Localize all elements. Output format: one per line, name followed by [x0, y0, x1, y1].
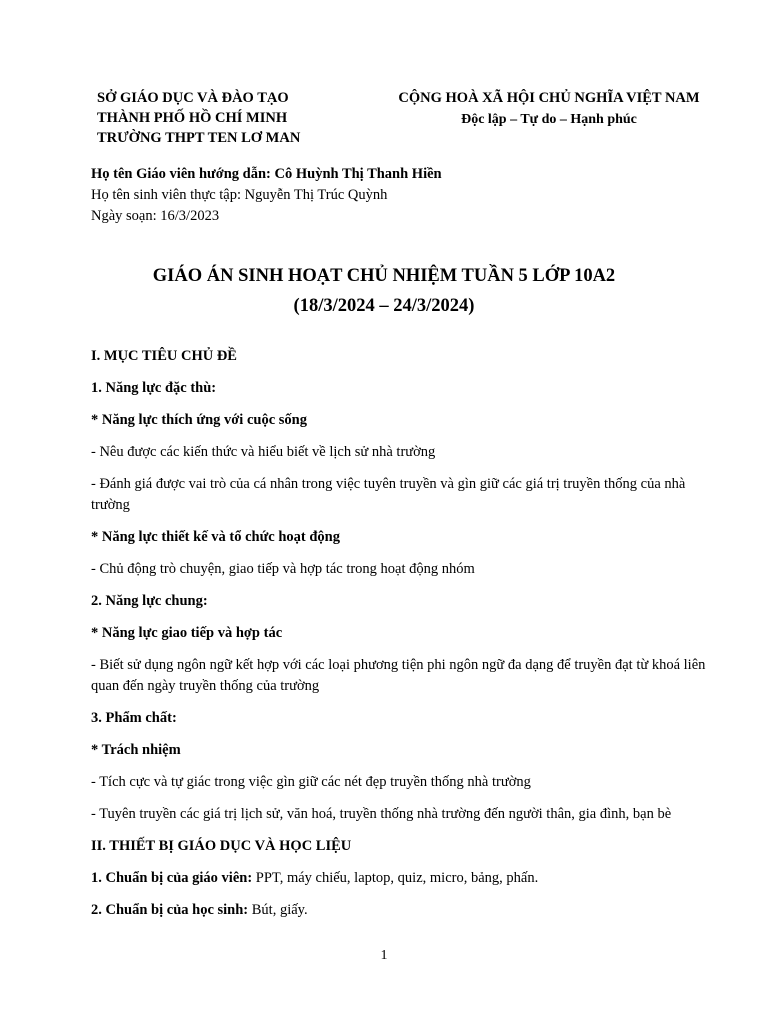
bullet-item: - Tuyên truyền các giá trị lịch sử, văn hoá, truyền thống nhà trường đến người thân, gia đình, bạn bè: [91, 806, 672, 822]
preparation-student-text: Bút, giấy.: [248, 902, 308, 918]
subsection-heading: 2. Năng lực chung:: [91, 593, 208, 609]
page-number: 1: [380, 948, 388, 963]
bullet-item: - Chủ động trò chuyện, giao tiếp và hợp tác trong hoạt động nhóm: [91, 561, 475, 577]
authority-line-2: THÀNH PHỐ HỒ CHÍ MINH: [97, 110, 288, 126]
preparation-teacher-label: 1. Chuẩn bị của giáo viên:: [91, 870, 253, 886]
teacher-line: Họ tên Giáo viên hướng dẫn: Cô Huỳnh Thị Thanh Hiền: [91, 166, 442, 182]
student-line: Họ tên sinh viên thực tập: Nguyễn Thị Trúc Quỳnh: [91, 187, 388, 203]
bullet-item: - Tích cực và tự giác trong việc gìn giữ các nét đẹp truyền thống nhà trường: [91, 774, 531, 790]
preparation-teacher: [91, 868, 711, 889]
document-title: GIÁO ÁN SINH HOẠT CHỦ NHIỆM TUẦN 5 LỚP 10A2: [152, 266, 616, 286]
bullet-item: - Biết sử dụng ngôn ngữ kết hợp với các loại phương tiện phi ngôn ngữ đa dạng để truyền đạt từ khoá liên quan đến ngày truyền thống của trường: [91, 657, 706, 694]
national-header: [386, 88, 712, 130]
document-date-range: (18/3/2024 – 24/3/2024): [293, 296, 475, 316]
date-line: Ngày soạn: 16/3/2023: [91, 208, 220, 224]
competency-heading: * Trách nhiệm: [91, 742, 181, 758]
competency-heading: * Năng lực giao tiếp và hợp tác: [91, 625, 283, 641]
lesson-info: [91, 164, 442, 227]
authority-line-3: TRƯỜNG THPT TEN LƠ MAN: [97, 130, 301, 146]
bullet-item: - Nêu được các kiến thức và hiểu biết về lịch sử nhà trường: [91, 444, 436, 460]
document-body: [91, 346, 711, 921]
authority-line-1: SỞ GIÁO DỤC VÀ ĐÀO TẠO: [97, 90, 289, 106]
competency-heading: * Năng lực thiết kế và tổ chức hoạt động: [91, 529, 340, 545]
preparation-teacher-text: PPT, máy chiếu, laptop, quiz, micro, bảng, phấn.: [252, 870, 539, 886]
section-heading: I. MỤC TIÊU CHỦ ĐỀ: [91, 348, 237, 364]
preparation-student-label: 2. Chuẩn bị của học sinh:: [91, 902, 249, 918]
competency-heading: * Năng lực thích ứng với cuộc sống: [91, 412, 307, 428]
bullet-item: - Đánh giá được vai trò của cá nhân trong việc tuyên truyền và gìn giữ các giá trị truyền thống của nhà trường: [91, 476, 686, 513]
national-motto: Độc lập – Tự do – Hạnh phúc: [461, 112, 637, 127]
section-heading: II. THIẾT BỊ GIÁO DỤC VÀ HỌC LIỆU: [91, 838, 352, 854]
subsection-heading: 3. Phẩm chất:: [91, 710, 177, 726]
issuing-authority: [97, 88, 300, 148]
subsection-heading: 1. Năng lực đặc thù:: [91, 380, 217, 396]
preparation-student: [91, 900, 711, 921]
national-title: CỘNG HOÀ XÃ HỘI CHỦ NGHĨA VIỆT NAM: [398, 90, 700, 106]
